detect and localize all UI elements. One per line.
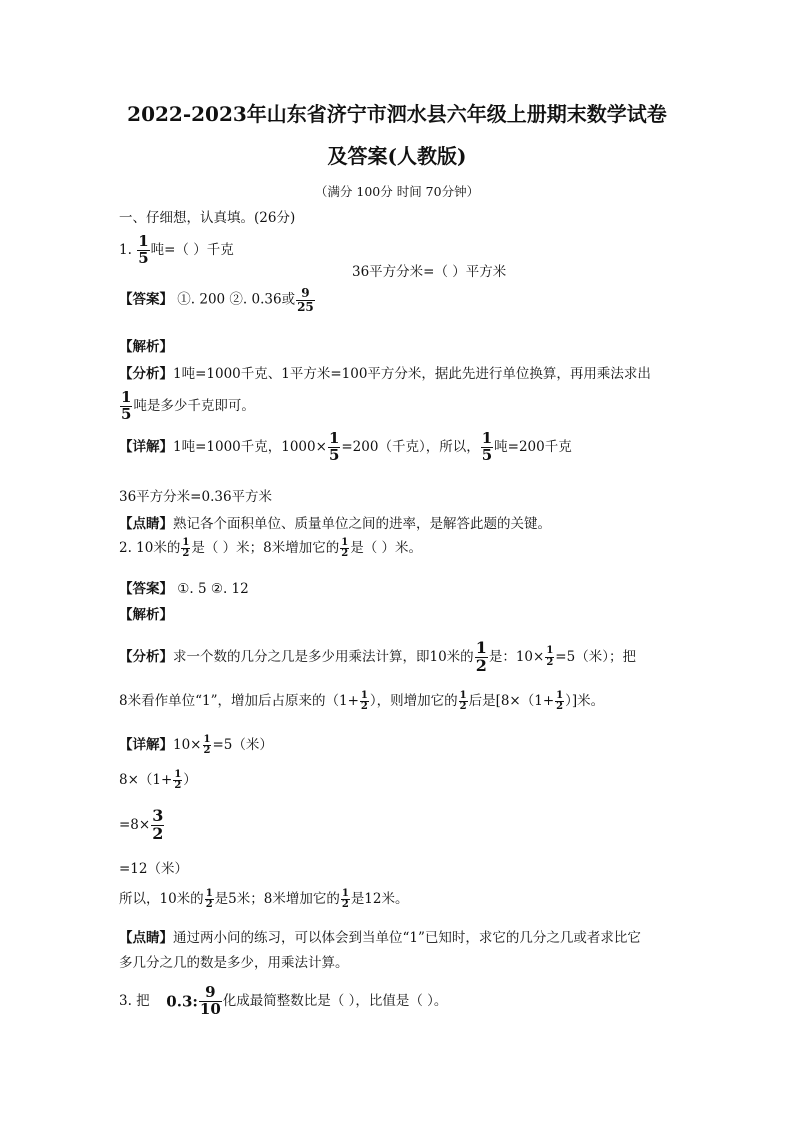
- doc-title-line1: 2022-2023年山东省济宁市泗水县六年级上册期末数学试卷: [127, 102, 667, 126]
- q2-xiangjie-3: =8× $\frac{3}{2}$: [119, 806, 164, 843]
- q1-xiangjie-fraction-2: $\frac{1}{5}$: [481, 429, 493, 464]
- q2-dianjing-line2: 多几分之几的数是多少，用乘法计算。: [119, 955, 349, 971]
- q2-conclusion: 所以，10米的 $\frac{1}{2}$ 是5米；8米增加它的 $\frac{1}{2}$ 是12米。: [119, 887, 409, 910]
- q1-number: 1.: [119, 241, 132, 258]
- q2-fenxi2-fraction-3: $\frac{1}{2}$: [556, 689, 564, 712]
- q1-question: [119, 234, 234, 267]
- q2-x3-fraction: $\frac{3}{2}$: [152, 806, 164, 843]
- q1-dianjing: 【点睛】熟记各个面积单位、质量单位之间的进率，是解答此题的关键。: [119, 516, 551, 532]
- q2-so-fraction-1: $\frac{1}{2}$: [205, 887, 213, 910]
- q1-answer-fraction: $\frac{9}{25}$: [297, 286, 314, 314]
- q1-answer: [119, 287, 316, 313]
- q2-fenxi-line2: 8米看作单位“1”，增加后占原来的（1+ $\frac{1}{2}$ ），则增加它的 $\frac{1}{2}$ 后是[8×（1+ $\frac{1}{2}$ ）]米。: [119, 689, 605, 712]
- q2-xiangjie-2: 8×（1+ $\frac{1}{2}$ ）: [119, 768, 197, 791]
- q1-fraction: $\frac{1}{5}$: [138, 232, 149, 267]
- q2-fenxi2-fraction-2: $\frac{1}{2}$: [459, 689, 467, 712]
- q1-fenxi: 【分析】1吨=1000千克、1平方米=100平方分米，据此先进行单位换算，再用乘法求出: [119, 366, 651, 382]
- doc-title-line2: 及答案(人教版): [327, 144, 467, 168]
- q2-answer: 【答案】 ①. 5 ②. 12: [119, 581, 249, 597]
- q3-ratio-prefix: 0.3:: [166, 992, 198, 1011]
- q2-fenxi: 【分析】求一个数的几分之几是多少用乘法计算，即10米的 $\frac{1}{2}$ 是：10× $\frac{1}{2}$ =5（米）；把: [119, 638, 636, 675]
- q2-so-fraction-2: $\frac{1}{2}$: [341, 887, 349, 910]
- q2-jiexi-label: 【解析】: [119, 607, 173, 623]
- q1-xiangjie-line2: 36平方分米=0.36平方米: [119, 489, 273, 505]
- q2-fenxi-fraction-2: $\frac{1}{2}$: [546, 645, 554, 668]
- q2-fenxi-fraction-1: $\frac{1}{2}$: [475, 638, 487, 675]
- q2-xiangjie-4: =12（米）: [119, 861, 188, 877]
- q3-fraction: $\frac{9}{10}$: [199, 983, 221, 1018]
- q1-xiangjie-fraction-1: $\frac{1}{5}$: [328, 429, 340, 464]
- q1-jiexi-label: 【解析】: [119, 339, 173, 355]
- q1-part2: 36平方分米=（ ）平方米: [352, 264, 507, 280]
- q2-fraction-2: $\frac{1}{2}$: [341, 536, 349, 559]
- q1-xiangjie: 【详解】1吨=1000千克，1000× $\frac{1}{5}$ =200（千克），所以， $\frac{1}{5}$ 吨=200千克: [119, 429, 572, 464]
- q1-fenxi-fraction: $\frac{1}{5}$: [121, 388, 132, 423]
- q1-answer-text: ①. 200 ②. 0.36或: [173, 291, 296, 308]
- q2-x1-fraction: $\frac{1}{2}$: [203, 733, 211, 756]
- q2-fraction-1: $\frac{1}{2}$: [182, 536, 190, 559]
- section-heading: 一、仔细想，认真填。(26分): [119, 210, 296, 226]
- q2-question: 2. 10米的 $\frac{1}{2}$ 是（ ）米；8米增加它的 $\frac{1}{2}$ 是（ ）米。: [119, 536, 422, 559]
- q2-fenxi2-fraction-1: $\frac{1}{2}$: [360, 689, 368, 712]
- q2-xiangjie-1: 【详解】10× $\frac{1}{2}$ =5（米）: [119, 733, 273, 756]
- q2-x2-fraction: $\frac{1}{2}$: [174, 768, 182, 791]
- q1-fenxi-line2: $\frac{1}{5}$ 吨是多少千克即可。: [121, 388, 255, 423]
- doc-subtitle: （满分 100分 时间 70分钟）: [314, 184, 480, 199]
- q3-question: 3. 把 0.3: $\frac{9}{10}$ 化成最简整数比是（ ），比值是（ ）。: [119, 983, 448, 1018]
- q1-part1: 吨=（ ）千克: [150, 241, 234, 258]
- answer-label: 【答案】: [119, 291, 173, 308]
- q2-dianjing: 【点睛】通过两小问的练习，可以体会到当单位“1”已知时，求它的几分之几或者求比它: [119, 930, 641, 946]
